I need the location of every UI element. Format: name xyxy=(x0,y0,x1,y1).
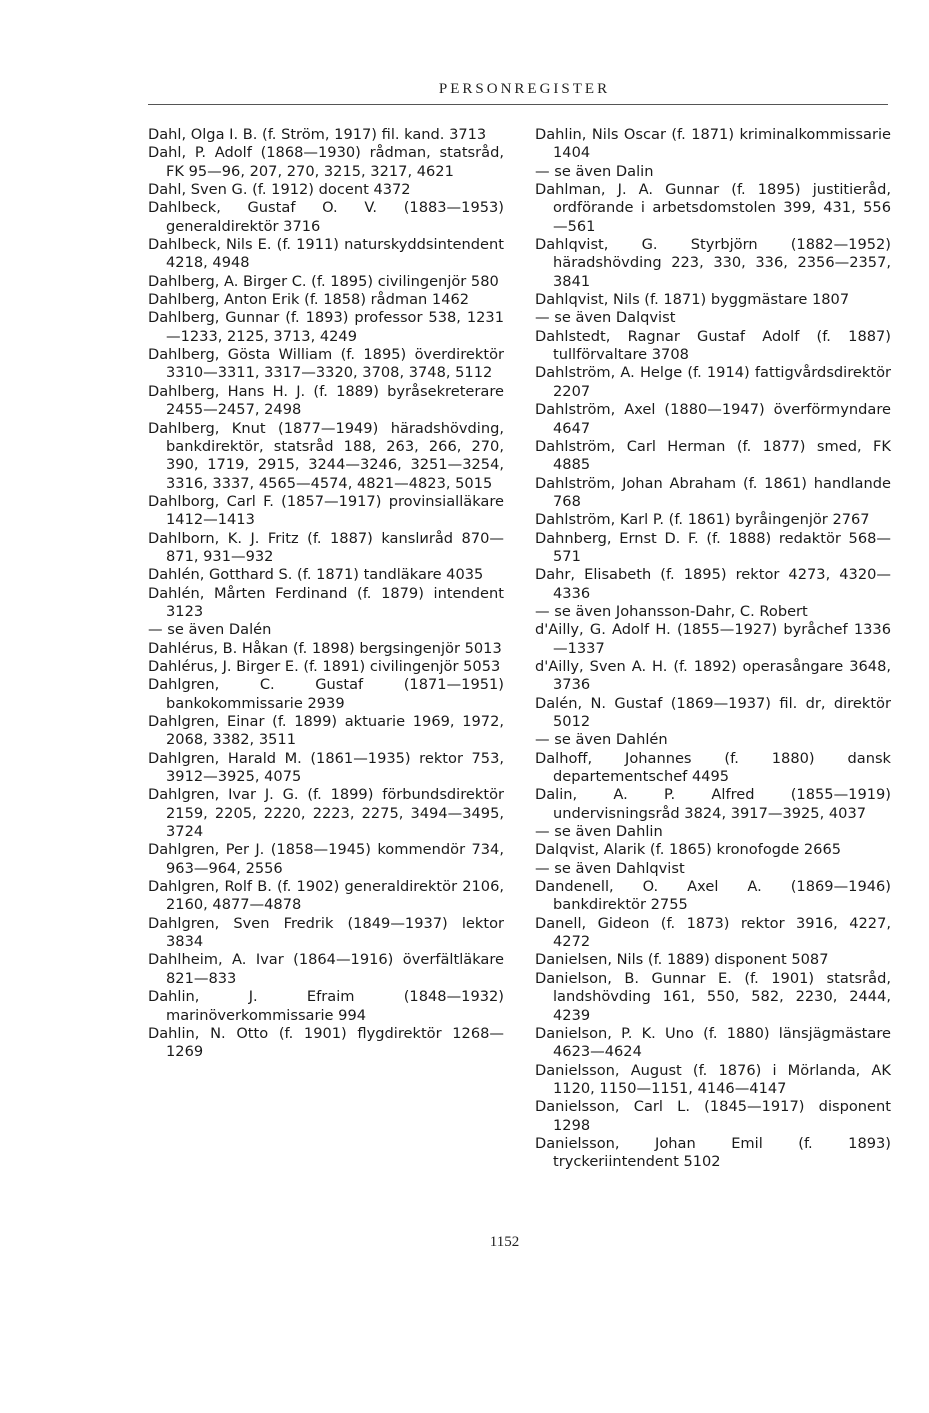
header-divider xyxy=(148,104,888,105)
register-entry: Dahlgren, Sven Fredrik (1849—1937) lektor 3834 xyxy=(148,914,504,951)
register-entry: Dahlérus, B. Håkan (f. 1898) bergsingenjör 5013 xyxy=(148,639,502,657)
register-entry: Danielsen, Nils (f. 1889) disponent 5087 xyxy=(535,951,829,969)
register-entry: Dahlgren, Rolf B. (f. 1902) generaldirektör 2106, 2160, 4877—4878 xyxy=(148,878,504,914)
register-entry: Dalén, N. Gustaf (1869—1937) fil. dr, direktör 5012 xyxy=(535,694,891,730)
register-entry: Dahlheim, A. Ivar (1864—1916) överfältläkare 821—833 xyxy=(148,951,504,987)
register-entry: Dandenell, O. Axel A. (1869—1946) bankdirektör 2755 xyxy=(535,878,891,914)
register-entry: Dahlgren, Per J. (1858—1945) kommendör 734, 963—964, 2556 xyxy=(148,841,504,877)
register-entry: Dahlberg, Knut (1877—1949) häradshövding, bankdirektör, statsråd 188, 263, 266, 270, 390, 1719, 2915, 3244—3246, 3251—3254, 3316, 3337, 4565—4574, 4821—4823, 5015 xyxy=(148,419,504,492)
cross-reference: — se även Dahlqvist xyxy=(535,859,685,877)
register-entry: Dahl, Sven G. (f. 1912) docent 4372 xyxy=(148,181,411,199)
register-entry: Dahlman, J. A. Gunnar (f. 1895) justitieråd, ordförande i arbetsdomstolen 399, 431, 556—561 xyxy=(535,181,891,235)
register-entry: d'Ailly, Sven A. H. (f. 1892) operasångare 3648, 3736 xyxy=(535,657,891,694)
register-entry: Dahnberg, Ernst D. F. (f. 1888) redaktör 568—571 xyxy=(535,529,891,565)
register-entry: Danell, Gideon (f. 1873) rektor 3916, 4227, 4272 xyxy=(535,914,891,951)
left-column xyxy=(148,126,504,1062)
register-entry: Danielsson, Carl L. (1845—1917) disponent 1298 xyxy=(535,1098,891,1134)
register-entry: Dahlgren, Einar (f. 1899) aktuarie 1969, 1972, 2068, 3382, 3511 xyxy=(148,713,504,749)
register-entry: Dalhoff, Johannes (f. 1880) dansk departementschef 4495 xyxy=(535,749,891,786)
register-entry: Dahlgren, Harald M. (1861—1935) rektor 753, 3912—3925, 4075 xyxy=(148,749,504,786)
register-entry: Dahlberg, Hans H. J. (f. 1889) byråsekreterare 2455—2457, 2498 xyxy=(148,382,504,419)
register-entry: Dahlgren, Ivar J. G. (f. 1899) förbundsdirektör 2159, 2205, 2220, 2223, 2275, 3494—3495, 3724 xyxy=(148,786,504,841)
register-entry: Dahlin, J. Efraim (1848—1932) marinöverkommissarie 994 xyxy=(148,988,504,1024)
register-entry: Danielson, P. K. Uno (f. 1880) länsjägmästare 4623—4624 xyxy=(535,1024,891,1061)
register-entry: Dahlin, Nils Oscar (f. 1871) kriminalkommissarie 1404 xyxy=(535,126,891,162)
register-entry: Dahlérus, J. Birger E. (f. 1891) civilingenjör 5053 xyxy=(148,657,501,675)
register-entry: Dahlström, Karl P. (f. 1861) byråingenjör 2767 xyxy=(535,511,870,529)
page-number: 1152 xyxy=(489,1234,520,1250)
register-entry: Dalin, A. P. Alfred (1855—1919) undervisningsråd 3824, 3917—3925, 4037 xyxy=(535,786,891,822)
page-header xyxy=(0,78,929,98)
register-entry: Dahlström, A. Helge (f. 1914) fattigvårdsdirektör 2207 xyxy=(535,364,891,400)
register-entry: d'Ailly, G. Adolf H. (1855—1927) byråchef 1336—1337 xyxy=(535,621,891,657)
cross-reference: — se även Dahlin xyxy=(535,823,663,841)
right-column xyxy=(535,126,891,1172)
register-entry: Danielson, B. Gunnar E. (f. 1901) statsråd, landshövding 161, 550, 582, 2230, 2444, 4239 xyxy=(535,969,891,1024)
register-entry: Dahlén, Gotthard S. (f. 1871) tandläkare 4035 xyxy=(148,566,484,584)
register-entry: Dahlén, Mårten Ferdinand (f. 1879) intendent 3123 xyxy=(148,584,504,620)
register-entry: Danielsson, August (f. 1876) i Mörlanda, AK 1120, 1150—1151, 4146—4147 xyxy=(535,1061,891,1097)
register-entry: Dahlin, N. Otto (f. 1901) flygdirektör 1268—1269 xyxy=(148,1024,504,1061)
register-entry: Dahl, P. Adolf (1868—1930) rådman, statsråd, FK 95—96, 207, 270, 3215, 3217, 4621 xyxy=(148,144,504,180)
register-entry: Dahlqvist, G. Styrbjörn (1882—1952) häradshövding 223, 330, 336, 2356—2357, 3841 xyxy=(535,236,891,290)
register-entry: Danielsson, Johan Emil (f. 1893) tryckeriintendent 5102 xyxy=(535,1134,891,1171)
cross-reference: — se även Dahlén xyxy=(535,731,668,749)
register-entry: Dahlberg, Anton Erik (f. 1858) rådman 1462 xyxy=(148,291,470,309)
register-entry: Dahlberg, Gösta William (f. 1895) överdirektör 3310—3311, 3317—3320, 3708, 3748, 5112 xyxy=(148,346,504,382)
register-entry: Dahlborn, K. J. Fritz (f. 1887) kanslиråd 870—871, 931—932 xyxy=(148,529,504,565)
cross-reference: — se även Johansson-Dahr, C. Robert xyxy=(535,602,808,620)
register-entry: Dahlström, Johan Abraham (f. 1861) handlande 768 xyxy=(535,474,891,510)
register-entry: Dahl, Olga I. B. (f. Ström, 1917) fil. kand. 3713 xyxy=(148,126,487,143)
register-entry: Dalqvist, Alarik (f. 1865) kronofogde 2665 xyxy=(535,841,842,859)
register-entry: Dahlbeck, Gustaf O. V. (1883—1953) generaldirektör 3716 xyxy=(148,199,504,235)
register-entry: Dahlström, Axel (1880—1947) överförmyndare 4647 xyxy=(535,401,891,437)
register-entry: Dahlberg, Gunnar (f. 1893) professor 538, 1231—1233, 2125, 3713, 4249 xyxy=(148,309,504,345)
register-entry: Dahlstedt, Ragnar Gustaf Adolf (f. 1887) tullförvaltare 3708 xyxy=(535,327,891,364)
register-entry: Dahlqvist, Nils (f. 1871) byggmästare 1807 xyxy=(535,291,850,309)
register-entry: Dahlborg, Carl F. (1857—1917) provinsialläkare 1412—1413 xyxy=(148,492,504,529)
page-title: PERSONREGISTER xyxy=(438,81,611,97)
register-entry: Dahlgren, C. Gustaf (1871—1951) bankokommissarie 2939 xyxy=(148,676,504,712)
register-entry: Dahlberg, A. Birger C. (f. 1895) civilingenjör 580 xyxy=(148,272,499,290)
register-entry: Dahr, Elisabeth (f. 1895) rektor 4273, 4320—4336 xyxy=(535,566,891,602)
cross-reference: — se även Dalqvist xyxy=(535,309,676,327)
cross-reference: — se även Dalin xyxy=(535,162,654,180)
register-entry: Dahlström, Carl Herman (f. 1877) smed, FK 4885 xyxy=(535,437,891,474)
register-entry: Dahlbeck, Nils E. (f. 1911) naturskyddsintendent 4218, 4948 xyxy=(148,236,504,272)
cross-reference: — se även Dalén xyxy=(148,621,272,639)
